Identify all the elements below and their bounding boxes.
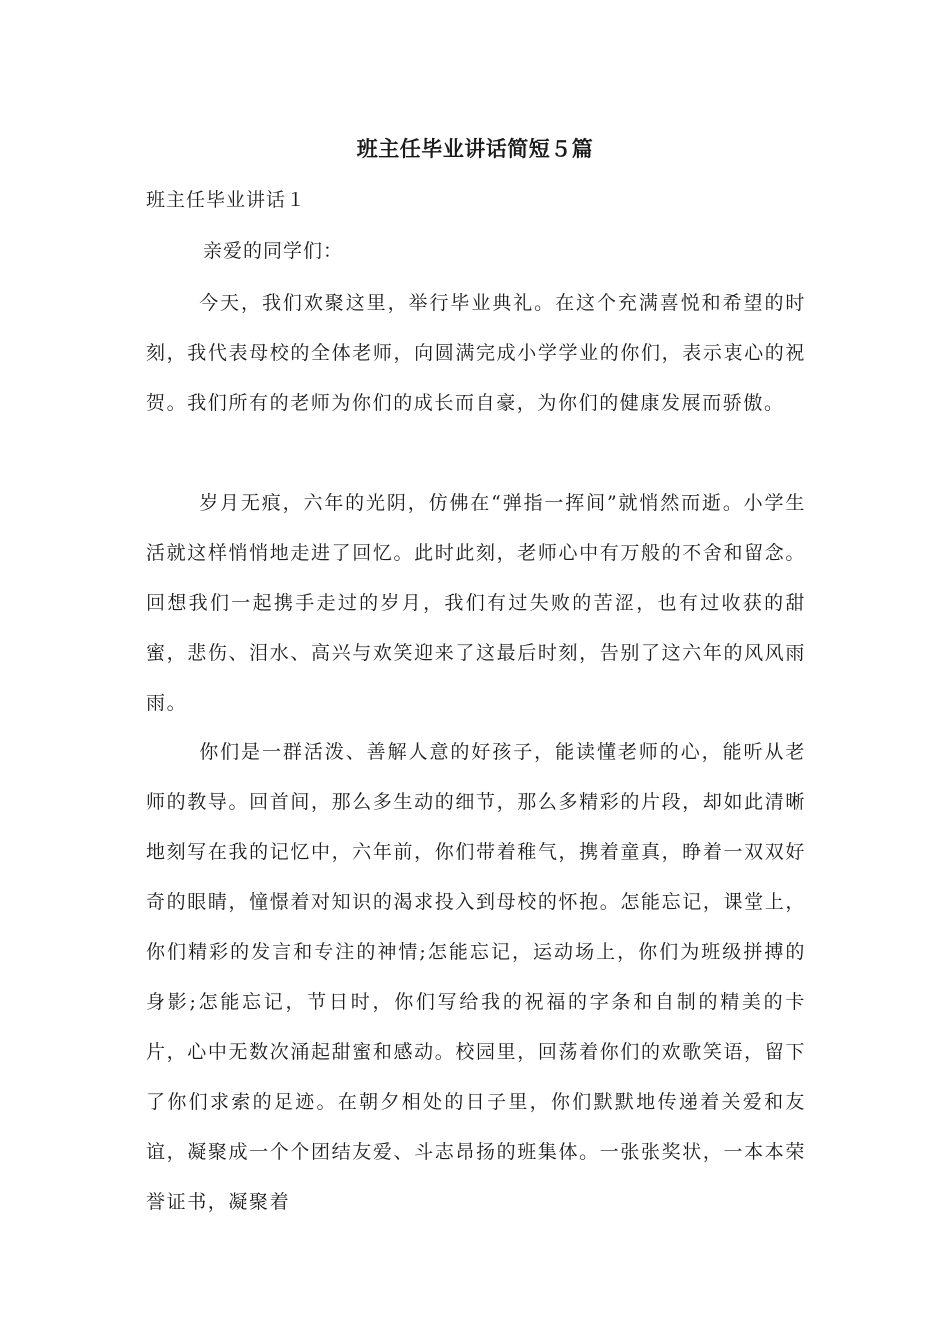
document-title: 班主任毕业讲话简短５篇 — [356, 137, 594, 161]
paragraph-1: 今天，我们欢聚这里，举行毕业典礼。在这个充满喜悦和希望的时刻，我代表母校的全体老师，向圆满完成小学学业的你们，表示衷心的祝贺。我们所有的老师为你们的成长而自豪，为你们的健康发展而骄傲。 — [146, 292, 806, 414]
paragraph-3: 你们是一群活泼、善解人意的好孩子，能读懂老师的心，能听从老师的教导。回首间，那么多生动的细节，那么多精彩的片段，却如此清晰地刻写在我的记忆中，六年前，你们带着稚气，携着童真，睁着一双双好奇的眼睛，憧憬着对知识的渴求投入到母校的怀抱。怎能忘记，课堂上，你们精彩的发言和专注的神情;怎能忘记，运动场上，你们为班级拼搏的身影;怎能忘记，节日时，你们写给我的祝福的字条和自制的精美的卡片，心中无数次涌起甜蜜和感动。校园里，回荡着你们的欢歌笑语，留下了你们求索的足迹。在朝夕相处的日子里，你们默默地传递着关爱和友谊，凝聚成一个个团结友爱、斗志昂扬的班集体。一张张奖状，一本本荣誉证书，凝聚着 — [146, 741, 806, 1213]
section-heading: 班主任毕业讲话１ — [146, 189, 307, 211]
paragraph-2: 岁月无痕，六年的光阴，仿佛在“弹指一挥间”就悄然而逝。小学生活就这样悄悄地走进了回忆。此时此刻，老师心中有万般的不舍和留念。回想我们一起携手走过的岁月，我们有过失败的苦涩，也有过收获的甜蜜，悲伤、泪水、高兴与欢笑迎来了这最后时刻，告别了这六年的风风雨雨。 — [146, 492, 806, 714]
salutation: 亲爱的同学们： — [203, 240, 344, 262]
